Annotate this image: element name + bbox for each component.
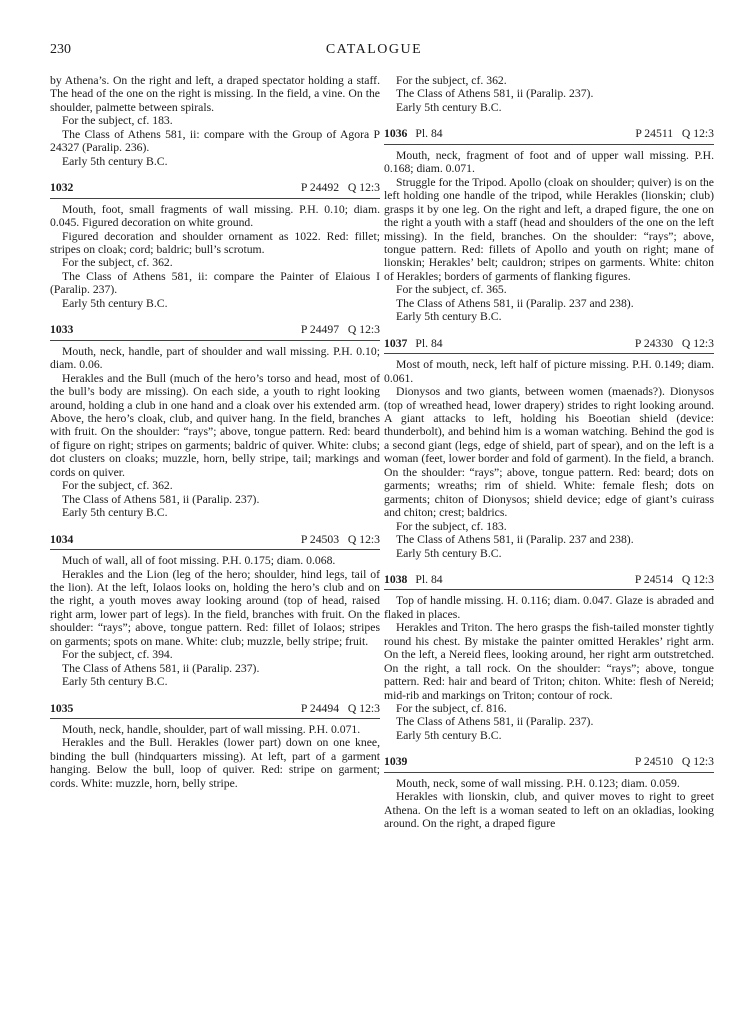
- grid-reference: Q 12:3: [347, 323, 380, 337]
- description-text: Herakles and the Bull. Herakles (lower part) down on one knee, binding the bull (hindquarters missing). At left, part of a garment hanging. Below the bull, loop of quiver. Red: stripe on garment; cords. White: muzzle, horn, belly stripe.: [50, 736, 380, 790]
- inventory-number: P 24503: [300, 532, 340, 546]
- description-text: Herakles and Triton. The hero grasps the fish-tailed monster tightly round his chest. By mistake the painter omitted Herakles’ right arm. On the left, a Nereid flees, looking around, her right arm outstretched. On the right, a tall rock. On the shoulder: “rays”; above, tongue pattern. Red: hair and beard of Triton; chiton. White: flesh of Nereid; mid-rib and markings on Triton; contour of rock.: [384, 621, 714, 702]
- continuation-block: [384, 74, 714, 114]
- plate-reference: Pl. 84: [415, 336, 443, 350]
- grid-reference: Q 12:3: [347, 181, 380, 195]
- right-column: [384, 74, 714, 831]
- grid-reference: Q 12:3: [681, 336, 714, 350]
- grid-reference: Q 12:3: [681, 572, 714, 586]
- date-line: Early 5th century B.C.: [396, 728, 502, 742]
- grid-reference: Q 12:3: [347, 701, 380, 715]
- catalogue-entry-1038: [384, 573, 714, 742]
- description-text: Herakles and the Lion (leg of the hero; shoulder, hind legs, tail of the lion). At the left, Iolaos looks on, holding the hero’s club and on the right, a youth moves away looking around (top of head, raised right arm, lower part of legs). In the field, branches with fruit. On the shoulder: “rays”; above, tongue pattern. Red: fillet of Iolaos; stripes on garments; spots on mane. White: club; muzzle, belly stripe; fruit.: [50, 567, 380, 648]
- subject-reference: For the subject, cf. 362.: [62, 256, 173, 270]
- condition-text: Mouth, neck, some of wall missing. P.H. 0.123; diam. 0.059.: [396, 776, 680, 790]
- class-attribution: The Class of Athens 581, ii (Paralip. 237).: [62, 661, 260, 675]
- left-column: [50, 74, 380, 790]
- entry-rule: [384, 353, 714, 354]
- catalogue-entry-1032: [50, 181, 380, 310]
- class-attribution: The Class of Athens 581, ii: compare the Painter of Elaious I (Paralip. 237).: [50, 269, 380, 297]
- entry-number: 1036: [384, 127, 408, 141]
- class-attribution: The Class of Athens 581, ii: compare with the Group of Agora P 24327 (Paralip. 236).: [50, 127, 380, 155]
- inventory-number: P 24492: [300, 181, 340, 195]
- catalogue-entry-1035: [50, 702, 380, 791]
- entry-rule: [50, 718, 380, 719]
- condition-text: Top of handle missing. H. 0.116; diam. 0.047. Glaze is abraded and flaked in places.: [384, 594, 714, 621]
- running-head: CATALOGUE: [325, 42, 423, 57]
- inventory-number: P 24510: [634, 755, 674, 769]
- subject-reference: For the subject, cf. 816.: [396, 702, 507, 716]
- class-attribution: The Class of Athens 581, ii (Paralip. 237).: [62, 492, 260, 506]
- catalogue-entry-1039: [384, 755, 714, 830]
- class-attribution: The Class of Athens 581, ii (Paralip. 237 and 238).: [396, 296, 634, 310]
- date-line: Early 5th century B.C.: [396, 100, 502, 114]
- class-attribution: The Class of Athens 581, ii (Paralip. 237).: [396, 87, 594, 101]
- entry-number: 1038: [384, 572, 408, 586]
- entry-header: [384, 755, 714, 768]
- grid-reference: Q 12:3: [681, 127, 714, 141]
- date-line: Early 5th century B.C.: [62, 506, 168, 520]
- date-line: Early 5th century B.C.: [62, 296, 168, 310]
- entry-number: 1035: [50, 701, 74, 715]
- entry-header: [384, 337, 714, 350]
- inventory-number: P 24514: [634, 572, 674, 586]
- entry-header: [384, 127, 714, 140]
- entry-number: 1032: [50, 181, 74, 195]
- date-line: Early 5th century B.C.: [396, 310, 502, 324]
- entry-rule: [384, 589, 714, 590]
- subject-reference: For the subject, cf. 365.: [396, 283, 507, 297]
- continuation-text: by Athena’s. On the right and left, a draped spectator holding a staff. The head of the one on the right is missing. In the field, a vine. On the shoulder, palmette between spirals.: [50, 74, 380, 114]
- subject-reference: For the subject, cf. 362.: [62, 479, 173, 493]
- continuation-block: [50, 74, 380, 168]
- condition-text: Much of wall, all of foot missing. P.H. 0.175; diam. 0.068.: [62, 554, 336, 568]
- date-line: Early 5th century B.C.: [62, 154, 168, 168]
- entry-number: 1039: [384, 755, 408, 769]
- subject-reference: For the subject, cf. 183.: [62, 114, 173, 128]
- inventory-number: P 24497: [300, 323, 340, 337]
- condition-text: Most of mouth, neck, left half of picture missing. P.H. 0.149; diam. 0.061.: [384, 358, 714, 385]
- entry-rule: [50, 549, 380, 550]
- condition-text: Mouth, neck, handle, part of shoulder and wall missing. P.H. 0.10; diam. 0.06.: [50, 344, 380, 372]
- entry-rule: [50, 198, 380, 199]
- condition-text: Mouth, foot, small fragments of wall missing. P.H. 0.10; diam. 0.045. Figured decoration on white ground.: [50, 202, 380, 230]
- entry-number: 1034: [50, 532, 74, 546]
- condition-text: Mouth, neck, handle, shoulder, part of wall missing. P.H. 0.071.: [62, 723, 361, 737]
- catalogue-entry-1037: [384, 337, 714, 560]
- entry-number: 1033: [50, 323, 74, 337]
- plate-reference: Pl. 84: [415, 127, 443, 141]
- date-line: Early 5th century B.C.: [396, 546, 502, 560]
- entry-header: [50, 702, 380, 715]
- description-text: Struggle for the Tripod. Apollo (cloak on shoulder; quiver) is on the left holding one handle of the tripod, while Herakles (lionskin; club) grasps it by one leg. On the right and left, a draped figure, the one on the right a youth with a staff (head and shoulders of the one on the left missing). In the field, branches. On the shoulder: “rays”; above, tongue pattern. Red: fillets of Apollo and youth on right; mane of lionskin; Herakles’ belt; cauldron; stripes on garments. White: chiton of Herakles; borders of garments of flanking figures.: [384, 175, 714, 283]
- catalogue-entry-1036: [384, 127, 714, 323]
- date-line: Early 5th century B.C.: [62, 675, 168, 689]
- entry-header: [50, 323, 380, 336]
- page-number: 230: [50, 42, 71, 57]
- subject-reference: For the subject, cf. 183.: [396, 519, 507, 533]
- entry-rule: [50, 340, 380, 341]
- condition-text: Mouth, neck, fragment of foot and of upper wall missing. P.H. 0.168; diam. 0.071.: [384, 148, 714, 176]
- entry-header: [384, 573, 714, 586]
- subject-reference: For the subject, cf. 394.: [62, 648, 173, 662]
- description-text: Dionysos and two giants, between women (maenads?). Dionysos (top of wreathed head, lower drapery) strides to right looking around. A giant attacks to left, holding his Boeotian shield (device: thunderbolt), and behind him is a woman watching. Behind the god is a second giant (legs, edge of shield, part of spear), and on the left is a woman (feet, lower border and fold of garment). In the field, a branch. On the shoulder: “rays”; above, tongue pattern. Red: beard; dots on garments; wreaths; rim of shield. White: female flesh; dots on garments; chiton of Dionysos; shield device; edge of giant’s cuirass and chiton; crest; baldrics.: [384, 385, 714, 520]
- class-attribution: The Class of Athens 581, ii (Paralip. 237).: [396, 715, 594, 729]
- entry-header: [50, 533, 380, 546]
- inventory-number: P 24494: [300, 701, 340, 715]
- subject-reference: For the subject, cf. 362.: [396, 74, 507, 87]
- inventory-number: P 24511: [635, 127, 674, 141]
- grid-reference: Q 12:3: [681, 755, 714, 769]
- inventory-number: P 24330: [634, 336, 674, 350]
- entry-number: 1037: [384, 336, 408, 350]
- plate-reference: Pl. 84: [415, 572, 443, 586]
- catalogue-entry-1034: [50, 533, 380, 689]
- entry-header: [50, 181, 380, 194]
- description-text: Figured decoration and shoulder ornament as 1022. Red: fillet; stripes on cloak; cord; baldric; bull’s scrotum.: [50, 229, 380, 256]
- entry-rule: [384, 772, 714, 773]
- class-attribution: The Class of Athens 581, ii (Paralip. 237 and 238).: [396, 533, 634, 547]
- catalogue-entry-1033: [50, 323, 380, 519]
- grid-reference: Q 12:3: [347, 532, 380, 546]
- description-text: Herakles and the Bull (much of the hero’s torso and head, most of the bull’s body are missing). On each side, a youth to right looking around, holding a club in one hand and a cloak over his extended arm. Above, the hero’s cloak, club, and quiver hang. In the field, branches with fruit. On the shoulder: “rays”; above, tongue pattern. Red: beard of figure on right; stripes on garments; baldric of quiver. White: clubs; dot clusters on cloaks; muzzle, horn, belly stripe, tail; markings and cords on quiver.: [50, 371, 380, 479]
- description-text: Herakles with lionskin, club, and quiver moves to right to greet Athena. On the left is a woman seated to left on an okladias, looking around. On the right, a draped figure: [384, 790, 714, 831]
- entry-rule: [384, 144, 714, 145]
